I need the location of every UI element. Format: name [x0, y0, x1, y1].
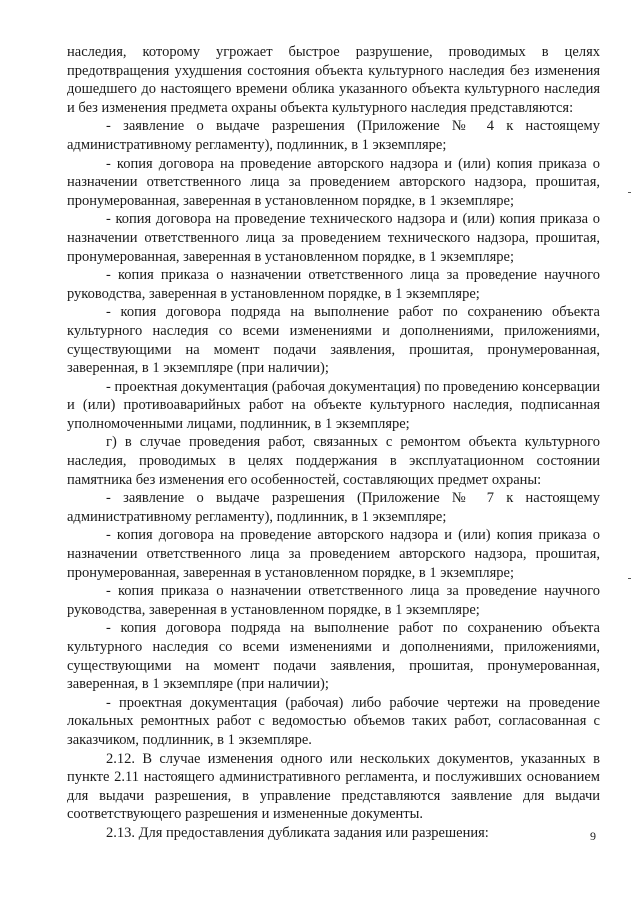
list-item-project-documentation-repair: - проектная документация (рабочая) либо рабочие чертежи на проведение локальных ремонтных работ с ведомостью объемов таких работ, согласованная с заказчиком, подлинник, в 1 экземпляре. [67, 694, 600, 748]
scan-margin-mark [628, 578, 631, 579]
list-item-work-contract: - копия договора подряда на выполнение работ по сохранению объекта культурного наследия со всеми изменениями и дополнениями, приложениями, существующими на момент подачи заявления, прошитая, пронумерованная, заверенная, в 1 экземпляре (при наличии); [67, 304, 600, 377]
list-item-application-appendix-7: - заявление о выдаче разрешения (Приложение № 7 к настоящему административному регламенту), подлинник, в 1 экземпляре; [67, 490, 600, 525]
subclause-g-repair-works: г) в случае проведения работ, связанных с ремонтом объекта культурного наследия, проводимых в целях поддержания в эксплуатационном состоянии памятника без изменения его особенностей, составляющих предмет охраны: [67, 434, 600, 488]
clause-2-13: 2.13. Для предоставления дубликата задания или разрешения: [106, 824, 489, 841]
list-item-technical-supervision-contract: - копия договора на проведение технического надзора и (или) копия приказа о назначении ответственного лица за проведением технического надзора, прошитая, пронумерованная, заверенная в установленном порядке, в 1 экземпляре; [67, 211, 600, 265]
scan-margin-mark [628, 192, 631, 193]
page-number: 9 [590, 829, 596, 843]
list-item-scientific-management-order-repair: - копия приказа о назначении ответственного лица за проведение научного руководства, заверенная в установленном порядке, в 1 экземпляре; [67, 583, 600, 618]
list-item-author-supervision-contract: - копия договора на проведение авторского надзора и (или) копия приказа о назначении ответственного лица за проведением авторского надзора, прошитая, пронумерованная, заверенная в установленном порядке, в 1 экземпляре; [67, 155, 600, 209]
paragraph-continuation: наследия, которому угрожает быстрое разрушение, проводимых в целях предотвращения ухудшения состояния объекта культурного наследия без изменения дошедшего до настоящего времени облика указанного объекта культурного наследия и без изменения предмета охраны объекта культурного наследия представляются: [67, 44, 600, 116]
list-item-work-contract-repair: - копия договора подряда на выполнение работ по сохранению объекта культурного наследия со всеми изменениями и дополнениями, приложениями, существующими на момент подачи заявления, прошитая, пронумерованная, заверенная, в 1 экземпляре (при наличии); [67, 620, 600, 693]
document-body [67, 43, 600, 843]
list-item-scientific-management-order: - копия приказа о назначении ответственного лица за проведение научного руководства, заверенная в установленном порядке, в 1 экземпляре; [67, 267, 600, 302]
list-item-application-appendix-4: - заявление о выдаче разрешения (Приложение № 4 к настоящему административному регламенту), подлинник, в 1 экземпляре; [67, 118, 600, 153]
clause-2-12: 2.12. В случае изменения одного или нескольких документов, указанных в пункте 2.11 настоящего административного регламента, и послуживших основанием для выдачи разрешения, в управление представляются заявление для выдачи соответствующего разрешения и измененные документы. [67, 750, 600, 823]
list-item-project-documentation-conservation: - проектная документация (рабочая документация) по проведению консервации и (или) противоаварийных работ на объекте культурного наследия, подписанная уполномоченными лицами, подлинник, в 1 экземпляре; [67, 378, 600, 432]
list-item-author-supervision-contract-repair: - копия договора на проведение авторского надзора и (или) копия приказа о назначении ответственного лица за проведением авторского надзора, прошитая, пронумерованная, заверенная в установленном порядке, в 1 экземпляре; [67, 527, 600, 581]
